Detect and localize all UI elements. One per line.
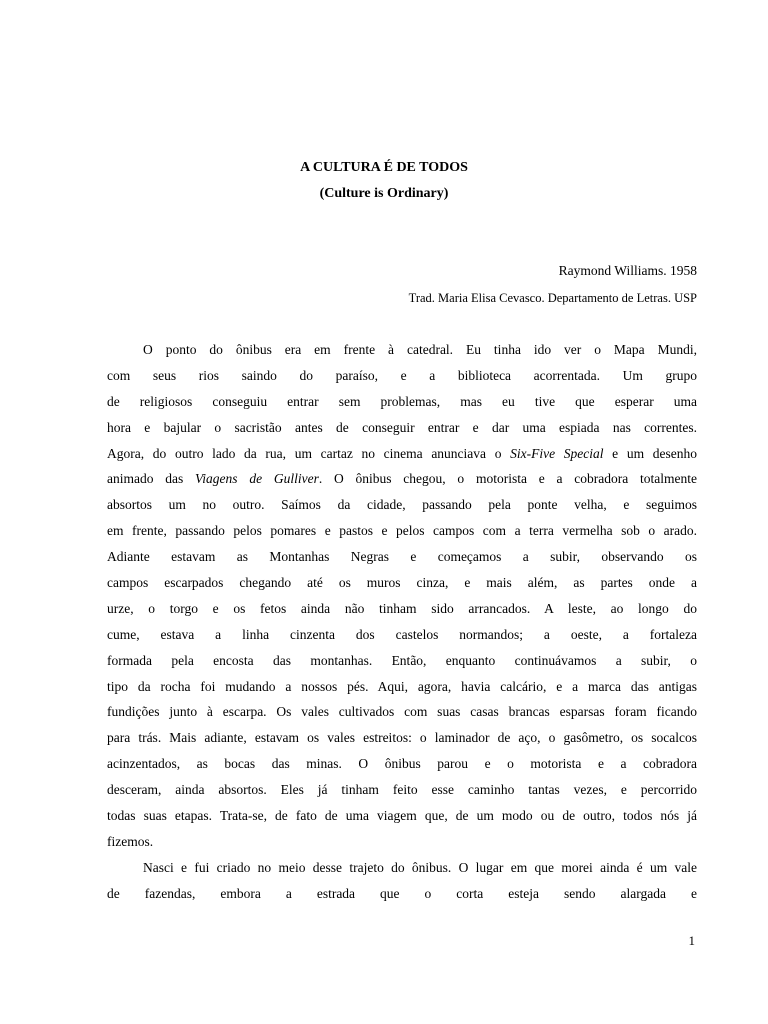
text-line (107, 441, 697, 467)
text-line: acinzentados, as bocas das minas. O ônibus parou e o motorista e a cobradora (107, 756, 697, 772)
text-line: de fazendas, embora a estrada que o corta esteja sendo alargada e (107, 885, 697, 901)
page-number: 1 (688, 933, 695, 948)
body-text (107, 337, 697, 907)
text-line: absortos um no outro. Saímos da cidade, passando pela ponte velha, e seguimos (107, 497, 697, 513)
text-line: formada pela encosta das montanhas. Então, enquanto continuávamos a subir, o (107, 652, 697, 668)
text-line: cume, estava a linha cinzenta dos castelos normandos; a oeste, a fortaleza (107, 626, 697, 642)
italic-title: Viagens de Gulliver (195, 471, 319, 487)
text-line: com seus rios saindo do paraíso, e a biblioteca acorrentada. Um grupo (107, 367, 697, 383)
text-line: campos escarpados chegando até os muros cinza, e mais além, as partes onde a (107, 575, 697, 591)
text-segment: Agora, do outro lado da rua, um cartaz no cinema anunciava o (107, 445, 511, 461)
text-line: fizemos. (107, 833, 154, 849)
text-line: para trás. Mais adiante, estavam os vales estreitos: o laminador de aço, o gasômetro, os socalcos (107, 730, 697, 746)
document-subtitle: (Culture is Ordinary) (319, 186, 449, 201)
text-line: de religiosos conseguiu entrar sem problemas, mas eu tive que esperar uma (107, 393, 697, 409)
text-segment: e um desenho (603, 445, 697, 461)
text-line: O ponto do ônibus era em frente à catedral. Eu tinha ido ver o Mapa Mundi, (143, 342, 697, 357)
text-line: urze, o torgo e os fetos ainda não tinham sido arrancados. A leste, ao longo do (107, 600, 697, 616)
text-line (107, 466, 697, 492)
translator-line: Trad. Maria Elisa Cevasco. Departamento de Letras. USP (408, 291, 697, 305)
document-title: A CULTURA É DE TODOS (300, 160, 468, 175)
text-line: hora e bajular o sacristão antes de conseguir entrar e dar uma espiada nas correntes. (107, 419, 697, 435)
text-line: tipo da rocha foi mudando a nossos pés. Aqui, agora, havia calcário, e a marca das antigas (107, 678, 697, 694)
text-line: desceram, ainda absortos. Eles já tinham feito esse caminho tantas vezes, e percorrido (107, 782, 697, 798)
text-segment: . O ônibus chegou, o motorista e a cobradora totalmente (318, 471, 697, 487)
text-line: todas suas etapas. Trata-se, de fato de uma viagem que, de um modo ou de outro, todos nós já (107, 808, 697, 824)
text-line: Adiante estavam as Montanhas Negras e começamos a subir, observando os (107, 549, 697, 565)
text-line: Nasci e fui criado no meio desse trajeto do ônibus. O lugar em que morei ainda é um vale (143, 859, 697, 875)
text-segment: animado das (107, 471, 196, 487)
italic-title: Six-Five Special (510, 445, 604, 461)
author-line: Raymond Williams. 1958 (558, 263, 697, 278)
text-line: em frente, passando pelos pomares e pastos e pelos campos com a terra vermelha sob o arado. (107, 523, 697, 539)
text-line: fundições junto à escarpa. Os vales cultivados com suas casas brancas esparsas foram ficando (107, 704, 697, 720)
